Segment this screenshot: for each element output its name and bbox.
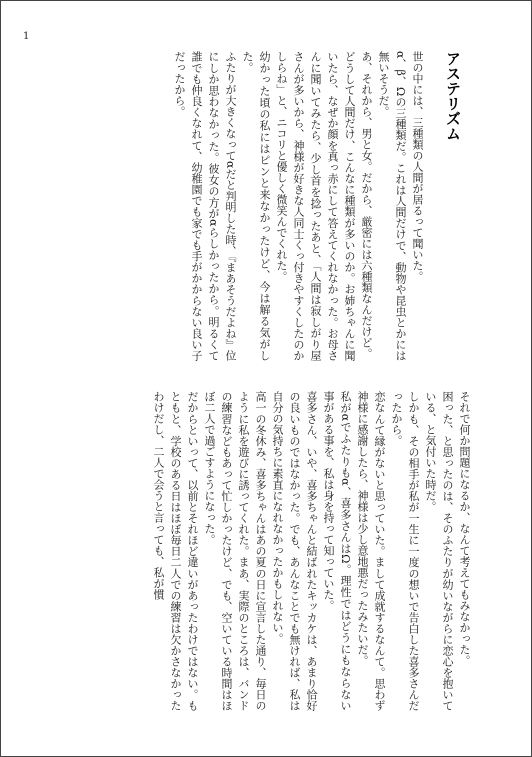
paragraph: どうして人間だけ、こんなに種類が多いのか。お姉ちゃんに聞いたら、なぜか顔を真っ赤にして答えてくれなかった。お母さんに聞いてみたら、少し首を捻ったあと、「人間は寂しがり屋さんが多いから、神様が好きな人同士くっ付きやすくしたのかしらね」と、ニコリと優しく微笑んでくれた。 (275, 51, 356, 361)
upper-text-block (61, 51, 461, 361)
paragraph: ふたりが大きくなってαだと判明した時、『まあそうだよね』位にしか思わなかった。彼女の方がαらしかったから。明るくて誰でも仲良くなれて、幼稚園でも家でも手がかからない良い子だったから。 (173, 51, 237, 361)
paragraph: 私がαでふたりもα、喜多さんはΩ。理性ではどうにもならない事がある事を、私は身を持って知っていた。 (322, 391, 352, 711)
paragraph: しかも、その相手が私が一生に一度の想いで告白した喜多さんだったから。 (390, 391, 420, 711)
paragraph: 幼かった頃の私にはピンと来なかったけど、今は解る気がした。 (241, 51, 271, 361)
page-number: 1 (23, 31, 30, 42)
paragraph: だからといって、以前とそれほど違いがあったわけではない。もともと、学校のある日はほぼ毎日二人での練習は欠かさなかったわけだし、二人で会うと言っても、私が慣 (152, 391, 199, 711)
paragraph: 世の中には、三種類の人間が居るって聞いた。 (411, 51, 424, 282)
story-title: アステリズム (444, 51, 462, 141)
lower-text-block (43, 391, 473, 711)
paragraph: 困った、と思ったのは、そのふたりが幼いながらに恋心を抱いている、と気付いた時だ。 (424, 391, 454, 711)
paragraph: 喜多さん、いや、喜多ちゃんと結ばれたキッカケは、あまり恰好の良いものではなかった。でも、あんなことでも無ければ、私は自分の気持ちに素直になれなかったかもしれない。 (271, 391, 318, 711)
paragraph: それで何か問題になるか、なんて考えてもみなかった。 (458, 391, 471, 666)
paragraph: α、β、Ωの三種類だ。これは人間だけで、動物や昆虫とかには無いそうだ。 (377, 51, 407, 361)
paragraph: 高一の冬休み、喜多ちゃんはあの夏の日に宣言した通り、毎日のように私を遊びに誘ってくれた。まあ、実際のところは、バンドの練習などもあって忙しかったけど、でも、空いている時間はほぼ二人で過ごすようになった。 (203, 391, 267, 711)
paragraph: あ、それから、男と女。だから、厳密には六種類なんだけど。 (360, 51, 373, 359)
paragraph: 恋なんて縁がないと思っていた。まして成就するなんて。思わず神様に感謝したら、神様は少し意地悪だったみたいだ。 (356, 391, 386, 711)
